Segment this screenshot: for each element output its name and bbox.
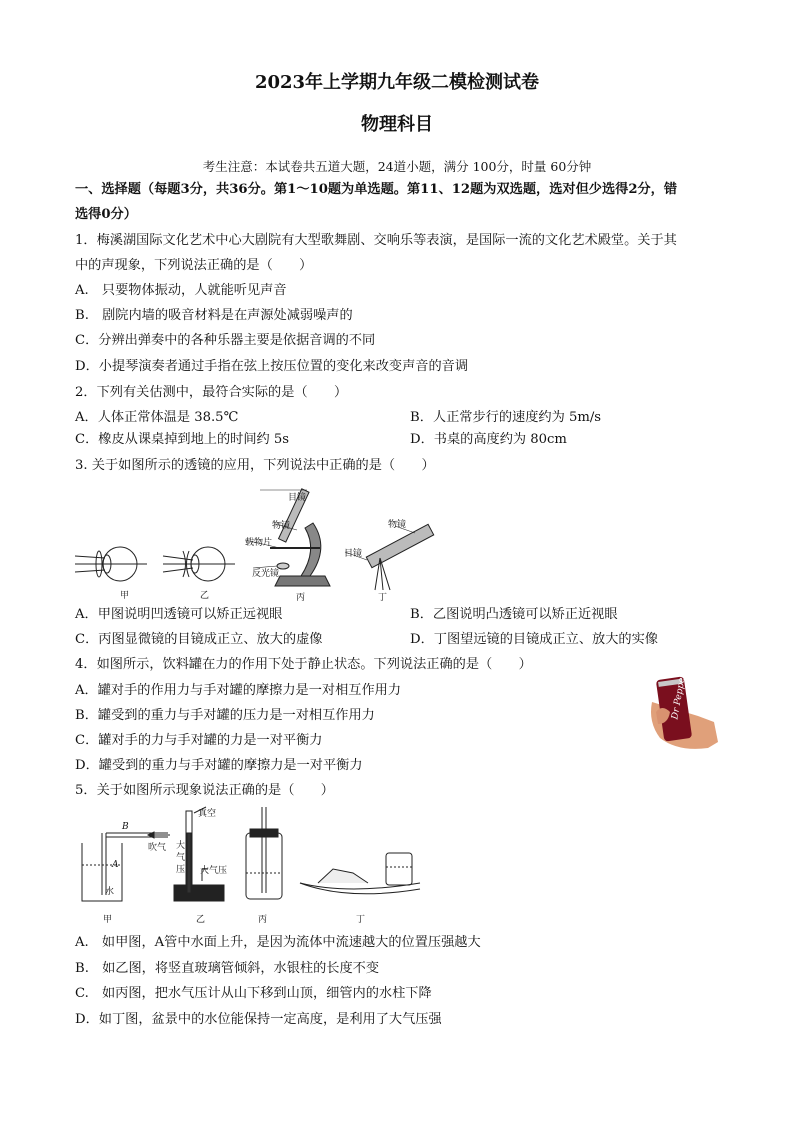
- q3-stem: 3. 关于如图所示的透镜的应用，下列说法中正确的是（ ）: [75, 458, 435, 473]
- q1-option-d: D．小提琴演奏者通过手指在弦上按压位置的变化来改变声音的音调: [75, 359, 469, 374]
- q3-option-a: A．甲图说明凹透镜可以矫正远视眼: [75, 607, 283, 622]
- q3-label-mujing-tel: 目镜: [344, 549, 363, 559]
- q3-label-zaiwupian: 载物片: [245, 538, 273, 548]
- q5-label-qi: 气: [176, 853, 186, 863]
- q2-option-b: B．人正常步行的速度约为 5m/s: [410, 410, 602, 425]
- q3-label-mujing: 目镜: [288, 493, 307, 503]
- q1-stem-line1: 1．梅溪湖国际文化艺术中心大剧院有大型歌舞剧、交响乐等表演，是国际一流的文化艺术殿堂。关于其: [75, 233, 677, 248]
- q4-stem: 4．如图所示，饮料罐在力的作用下处于静止状态。下列说法正确的是（ ）: [75, 657, 532, 672]
- q5-label-chuiqi: 吹气: [148, 843, 167, 853]
- q5-stem: 5．关于如图所示现象说法正确的是（ ）: [75, 783, 334, 798]
- soda-can-in-hand-image: [648, 672, 720, 752]
- q3-option-b: B．乙图说明凸透镜可以矫正近视眼: [410, 607, 618, 622]
- exam-title: 2023年上学期九年级二模检测试卷: [254, 72, 540, 93]
- q5-caption-bing: 丙: [258, 915, 268, 925]
- q1-option-c: C．分辨出弹奏中的各种乐器主要是依据音调的不同: [75, 333, 376, 348]
- q5-option-d: D．如丁图，盆景中的水位能保持一定高度，是利用了大气压强: [75, 1012, 442, 1027]
- section-heading-line2: 选得0分）: [75, 207, 137, 222]
- q5-label-daqiya: 大气压: [200, 866, 228, 876]
- q3-caption-ding: 丁: [378, 593, 388, 603]
- q5-pressure-figure: [78, 803, 428, 908]
- q5-label-da: 大: [176, 841, 186, 851]
- q5-label-B: B: [122, 822, 129, 832]
- eye-diagram-yi: [163, 547, 235, 581]
- q3-caption-yi: 乙: [200, 591, 210, 601]
- q2-option-c: C．橡皮从课桌掉到地上的时间约 5s: [75, 432, 290, 447]
- subject-title: 物理科目: [361, 114, 433, 135]
- q5-option-b: B. 如乙图，将竖直玻璃管倾斜，水银柱的长度不变: [75, 961, 380, 976]
- q2-stem: 2．下列有关估测中，最符合实际的是（ ）: [75, 385, 348, 400]
- q1-option-a: A. 只要物体振动，人就能听见声音: [75, 283, 287, 298]
- q5-caption-ding: 丁: [356, 915, 366, 925]
- q5-option-a: A. 如甲图，A管中水面上升，是因为流体中流速越大的位置压强越大: [75, 935, 481, 950]
- q2-option-a: A．人体正常体温是 38.5℃: [75, 410, 239, 425]
- q3-caption-bing: 丙: [296, 593, 306, 603]
- q1-option-b: B. 剧院内墙的吸音材料是在声源处减弱噪声的: [75, 308, 353, 323]
- q5-caption-yi: 乙: [196, 915, 206, 925]
- q1-stem-line2: 中的声现象，下列说法正确的是（ ）: [75, 258, 313, 273]
- q3-label-wujing-tel: 物镜: [388, 520, 407, 530]
- bonsai-diagram-ding: [300, 853, 420, 894]
- q4-option-d: D．罐受到的重力与手对罐的摩擦力是一对平衡力: [75, 758, 363, 773]
- q4-option-c: C．罐对手的力与手对罐的力是一对平衡力: [75, 733, 323, 748]
- q4-option-a: A．罐对手的作用力与手对罐的摩擦力是一对相互作用力: [75, 683, 402, 698]
- bottle-diagram-bing: [246, 807, 282, 899]
- q3-label-wujing: 物镜: [272, 521, 291, 531]
- q5-label-shui: 水: [105, 887, 115, 897]
- q5-label-ya: 压: [176, 865, 186, 875]
- q5-caption-jia: 甲: [103, 915, 113, 925]
- q2-option-d: D．书桌的高度约为 80cm: [410, 432, 567, 447]
- q5-label-zhenkong: 真空: [198, 809, 217, 819]
- section-heading-line1: 一、选择题（每题3分，共36分。第1～10题为单选题。第11、12题为双选题，选对但少选得2分，错: [75, 182, 678, 197]
- eye-diagram-jia: [75, 547, 147, 581]
- q3-option-c: C．丙图显微镜的目镜成正立、放大的虚像: [75, 632, 323, 647]
- q3-label-fanguangjing: 反光镜: [252, 569, 280, 579]
- exam-notice: 考生注意：本试卷共五道大题，24道小题，满分 100分，时量 60分钟: [202, 159, 592, 174]
- q4-option-b: B．罐受到的重力与手对罐的压力是一对相互作用力: [75, 708, 375, 723]
- q3-option-d: D．丁图望远镜的目镜成正立、放大的实像: [410, 632, 658, 647]
- q5-option-c: C. 如丙图，把水气压计从山下移到山顶，细管内的水柱下降: [75, 986, 432, 1001]
- can-brand-text: Dr Pepper: [670, 672, 689, 721]
- q5-label-A: A: [112, 860, 119, 870]
- q3-caption-jia: 甲: [120, 591, 130, 601]
